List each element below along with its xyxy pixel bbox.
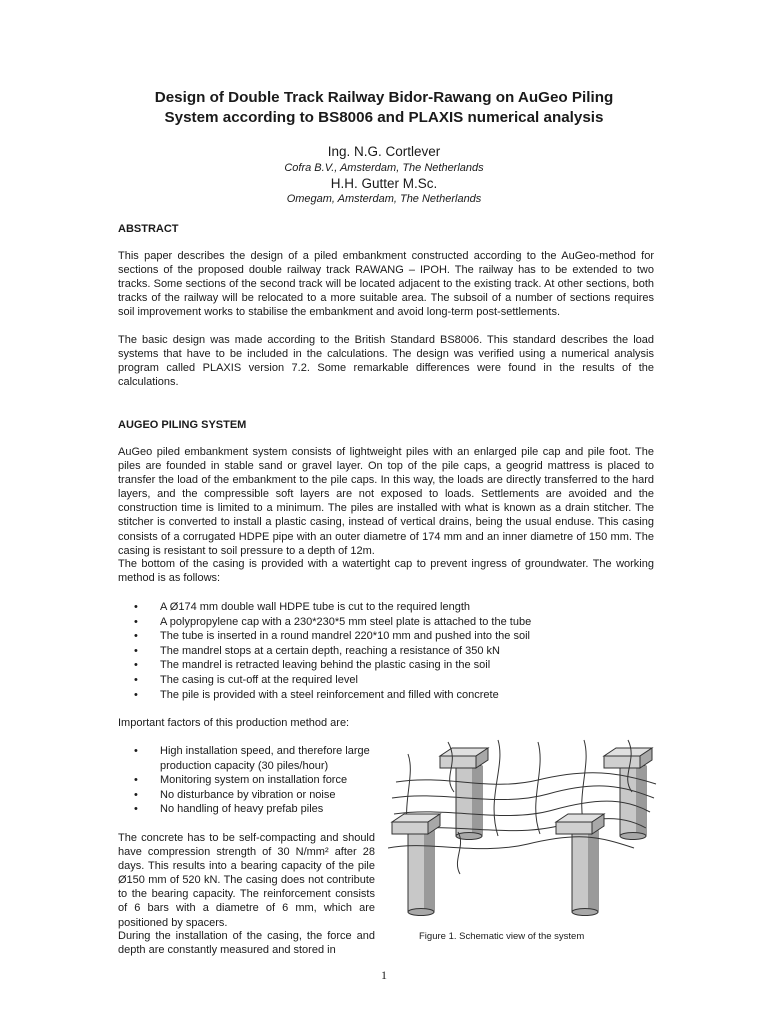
list-item: • A Ø174 mm double wall HDPE tube is cut to the required length: [118, 600, 531, 615]
section-paragraph-2: The bottom of the casing is provided with a watertight cap to prevent ingress of groundwater. The working method is as follows:: [118, 558, 654, 585]
figure-caption: Figure 1. Schematic view of the system: [419, 931, 585, 942]
abstract-heading: ABSTRACT: [118, 223, 179, 235]
paper-title: [60, 88, 708, 128]
list-item: • Monitoring system on installation force: [118, 773, 370, 788]
schematic-figure: [388, 736, 660, 926]
pile-back-left: [440, 748, 488, 840]
author-affiliation-2: Omegam, Amsterdam, The Netherlands: [286, 193, 482, 205]
section-heading: AUGEO PILING SYSTEM: [118, 419, 247, 431]
abstract-paragraph-1: This paper describes the design of a piled embankment constructed according to the AuGeo-method for sections of the proposed double railway track RAWANG – IPOH. The railway has to be extended to two tracks. Some sections of the second track will be located adjacent to the existing track. At other sections, both tracks of the railway will be relocated to a more suitable area. The subsoil of a number of sections requires soil improvement works to stabilise the embankment and avoid long-term post-settlements.: [118, 250, 654, 319]
pile-front-left: [392, 814, 440, 916]
list-item: • No handling of heavy prefab piles: [118, 802, 370, 817]
list-item: • The mandrel is retracted leaving behind the plastic casing in the soil: [118, 658, 531, 673]
list-item: • The mandrel stops at a certain depth, reaching a resistance of 350 kN: [118, 644, 531, 659]
page-number: 1: [381, 968, 387, 982]
list-item: • The casing is cut-off at the required level: [118, 673, 531, 688]
abstract-paragraph-2: The basic design was made according to the British Standard BS8006. This standard describes the load systems that have to be included in the calculations. The design was verified using a numerical analysis program called PLAXIS version 7.2. Some remarkable differences were found in the results of the calculations.: [118, 334, 654, 389]
list-item: • No disturbance by vibration or noise: [118, 788, 370, 803]
section-paragraph-1: AuGeo piled embankment system consists of lightweight piles with an enlarged pile cap and pile foot. The piles are founded in stable sand or gravel layer. On top of the pile caps, a geogrid mattress is placed to transfer the load of the embankment to the pile caps. In this way, the loads are directly transferred to the hard layers, and the compressible soft layers are not exposed to loads. Settlements are avoided and the construction time is limited to a minimum. The piles are installed with what is known as a drain stitcher. The stitcher is converted to install a plastic casing, instead of vertical drains, being the usual enduse. This casing consists of a corrugated HDPE pipe with an outer diametre of 174 mm and an inner diametre of 150 mm. The casing is resistant to soil pressure to a depth of 12m.: [118, 446, 654, 557]
author-name-2: H.H. Gutter M.Sc.: [330, 176, 438, 191]
pile-front-right: [556, 814, 604, 916]
title-line-2: System according to BS8006 and PLAXIS numerical analysis: [164, 109, 604, 126]
author-affiliation-1: Cofra B.V., Amsterdam, The Netherlands: [284, 162, 484, 174]
list-item: • The tube is inserted in a round mandrel 220*10 mm and pushed into the soil: [118, 629, 531, 644]
section-paragraph-5: During the installation of the casing, the force and depth are constantly measured and stored in: [118, 930, 375, 957]
section-paragraph-4: The concrete has to be self-compacting and should have compression strength of 30 N/mm² after 28 days. This results into a bearing capacity of the pile Ø150 mm of 520 kN. The casing does not contribute to the bearing capacity. The reinforcement consists of 6 bars with a diametre of 6 mm, which are positioned by spacers.: [118, 832, 375, 929]
pile-back-right: [604, 748, 652, 840]
author-name-1: Ing. N.G. Cortlever: [327, 144, 441, 159]
section-paragraph-3: Important factors of this production method are:: [118, 717, 350, 729]
important-factors-list: [118, 744, 370, 817]
list-item: • The pile is provided with a steel reinforcement and filled with concrete: [118, 688, 531, 703]
list-item: • High installation speed, and therefore large production capacity (30 piles/hour): [118, 744, 370, 773]
working-method-list: [118, 600, 531, 702]
list-item: • A polypropylene cap with a 230*230*5 mm steel plate is attached to the tube: [118, 615, 531, 630]
title-line-1: Design of Double Track Railway Bidor-Rawang on AuGeo Piling: [154, 89, 614, 106]
